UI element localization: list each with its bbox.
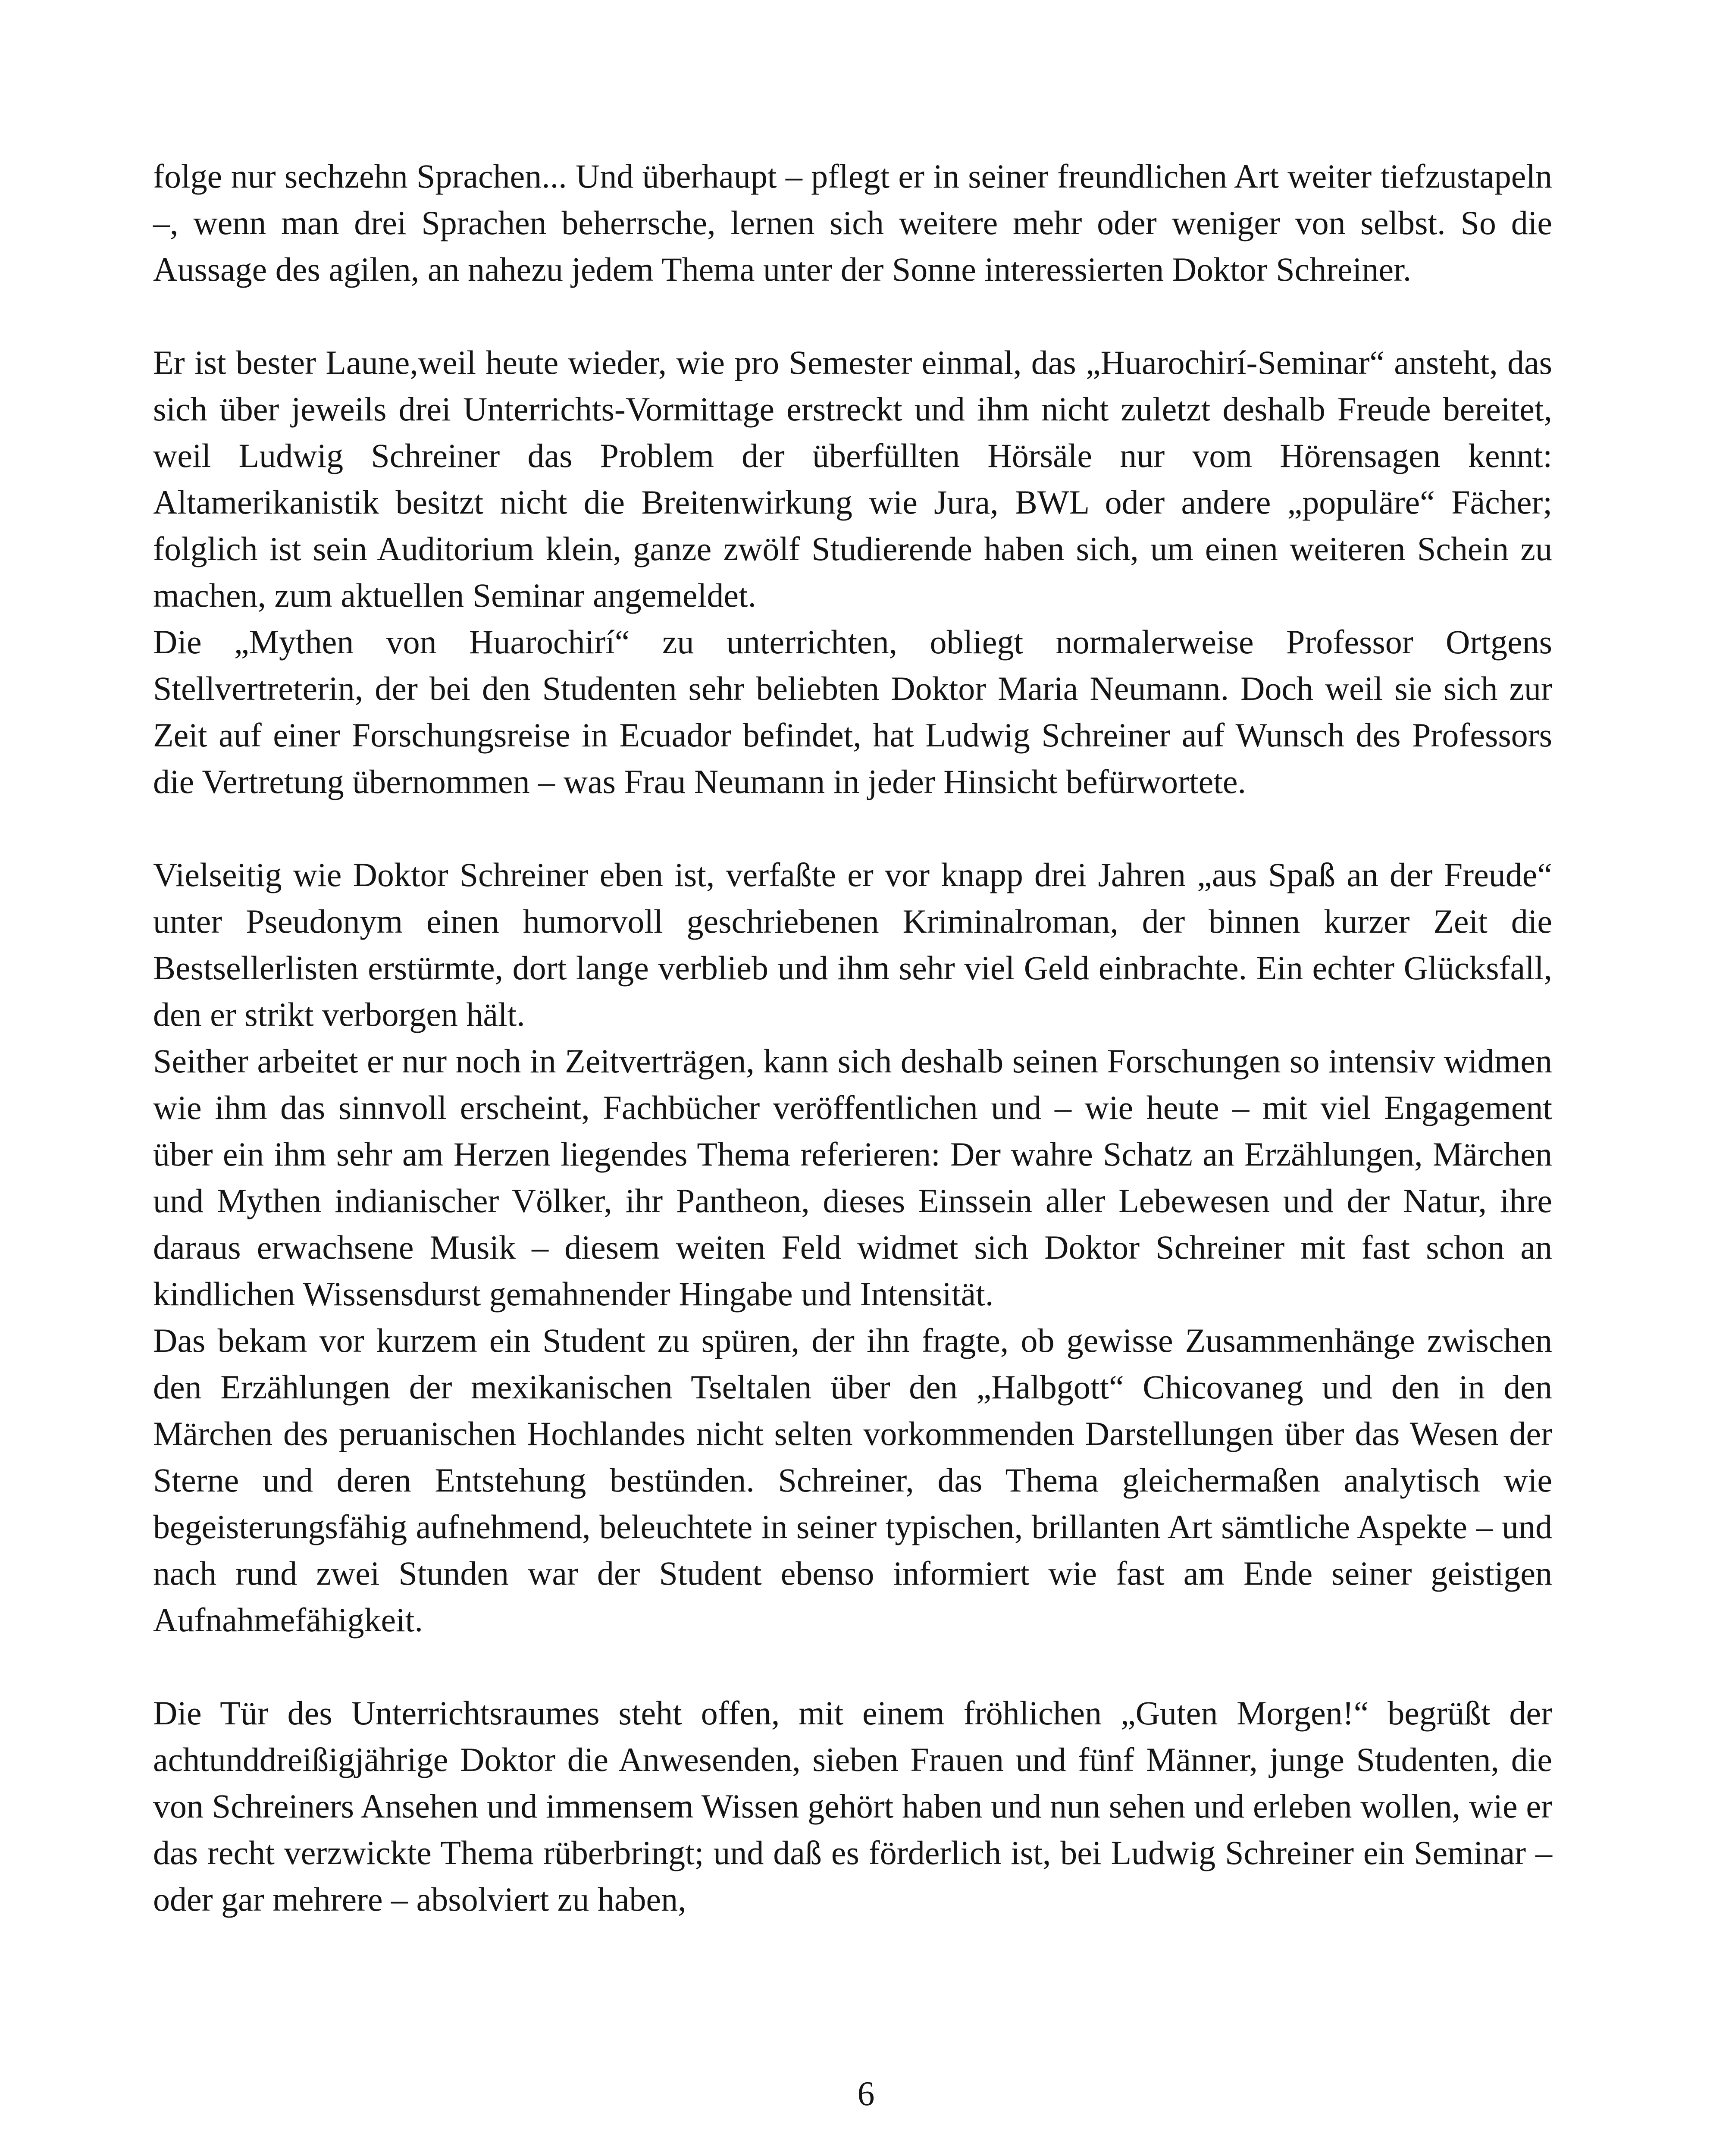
paragraph-unterrichtsraum: Die Tür des Unterrichtsraumes steht offen, mit einem fröhlichen „Guten Morgen!“ begrüßt der achtunddreißigjährige Doktor die Anwesenden, sieben Frauen und fünf Männer, junge Studenten, die von Schreiners Ansehen und immensem Wissen gehört haben und nun sehen und erleben wollen, wie er das recht verzwickte Thema rüberbringt; und daß es förderlich ist, bei Ludwig Schreiner ein Seminar – oder gar mehrere – absolviert zu haben, [153, 1694, 1552, 1918]
body-text [153, 153, 1552, 1923]
paragraph-continuation: folge nur sechzehn Sprachen... Und überhaupt – pflegt er in seiner freundlichen Art weiter tiefzustapeln –, wenn man drei Sprachen beherrsche, lernen sich weitere mehr oder weniger von selbst. So die Aussage des agilen, an nahezu jedem Thema unter der Sonne interessierten Doktor Schreiner. [153, 157, 1552, 288]
paragraph-kriminalroman: Vielseitig wie Doktor Schreiner eben ist, verfaßte er vor knapp drei Jahren „aus Spaß an der Freude“ unter Pseudonym einen humorvoll geschriebenen Kriminalroman, der binnen kurzer Zeit die Bestsellerlisten erstürmte, dort lange verblieb und ihm sehr viel Geld einbrachte. Ein echter Glücksfall, den er strikt verborgen hält. [153, 856, 1552, 1033]
page-number: 6 [857, 2075, 875, 2113]
paragraph-seminar: Er ist bester Laune,weil heute wieder, wie pro Semester einmal, das „Huarochirí-Seminar“ ansteht, das sich über jeweils drei Unterrichts-Vormittage erstreckt und ihm nicht zuletzt deshalb Freude bereitet, weil Ludwig Schreiner das Problem der überfüllten Hörsäle nur vom Hörensagen kennt: Altamerikanistik besitzt nicht die Breitenwirkung wie Jura, BWL oder andere „populäre“ Fächer; folglich ist sein Auditorium klein, ganze zwölf Studierende haben sich, um einen weiteren Schein zu machen, zum aktuellen Seminar angemeldet. [153, 344, 1552, 614]
paragraph-student: Das bekam vor kurzem ein Student zu spüren, der ihn fragte, ob gewisse Zusammenhänge zwischen den Erzählungen der mexikanischen Tseltalen über den „Halbgott“ Chicovaneg und den in den Märchen des peruanischen Hochlandes nicht selten vorkommenden Darstellungen über das Wesen der Sterne und deren Entstehung bestünden. Schreiner, das Thema gleichermaßen analytisch wie begeisterungsfähig aufnehmend, beleuchtete in seiner typischen, brillanten Art sämtliche Aspekte – und nach rund zwei Stunden war der Student ebenso informiert wie fast am Ende seiner geistigen Aufnahmefähigkeit. [153, 1322, 1552, 1639]
paragraph-mythen: Die „Mythen von Huarochirí“ zu unterrichten, obliegt normalerweise Professor Ortgens Stellvertreterin, der bei den Studenten sehr beliebten Doktor Maria Neumann. Doch weil sie sich zur Zeit auf einer Forschungsreise in Ecuador befindet, hat Ludwig Schreiner auf Wunsch des Professors die Vertretung übernommen – was Frau Neumann in jeder Hinsicht befürwortete. [153, 623, 1552, 800]
paragraph-zeitvertraege: Seither arbeitet er nur noch in Zeitverträgen, kann sich deshalb seinen Forschungen so intensiv widmen wie ihm das sinnvoll erscheint, Fachbücher veröffentlichen und – wie heute – mit viel Engagement über ein ihm sehr am Herzen liegendes Thema referieren: Der wahre Schatz an Erzählungen, Märchen und Mythen indianischer Völker, ihr Pantheon, dieses Einssein aller Lebewesen und der Natur, ihre daraus erwachsene Musik – diesem weiten Feld widmet sich Doktor Schreiner mit fast schon an kindlichen Wissensdurst gemahnender Hingabe und Intensität. [153, 1042, 1552, 1313]
